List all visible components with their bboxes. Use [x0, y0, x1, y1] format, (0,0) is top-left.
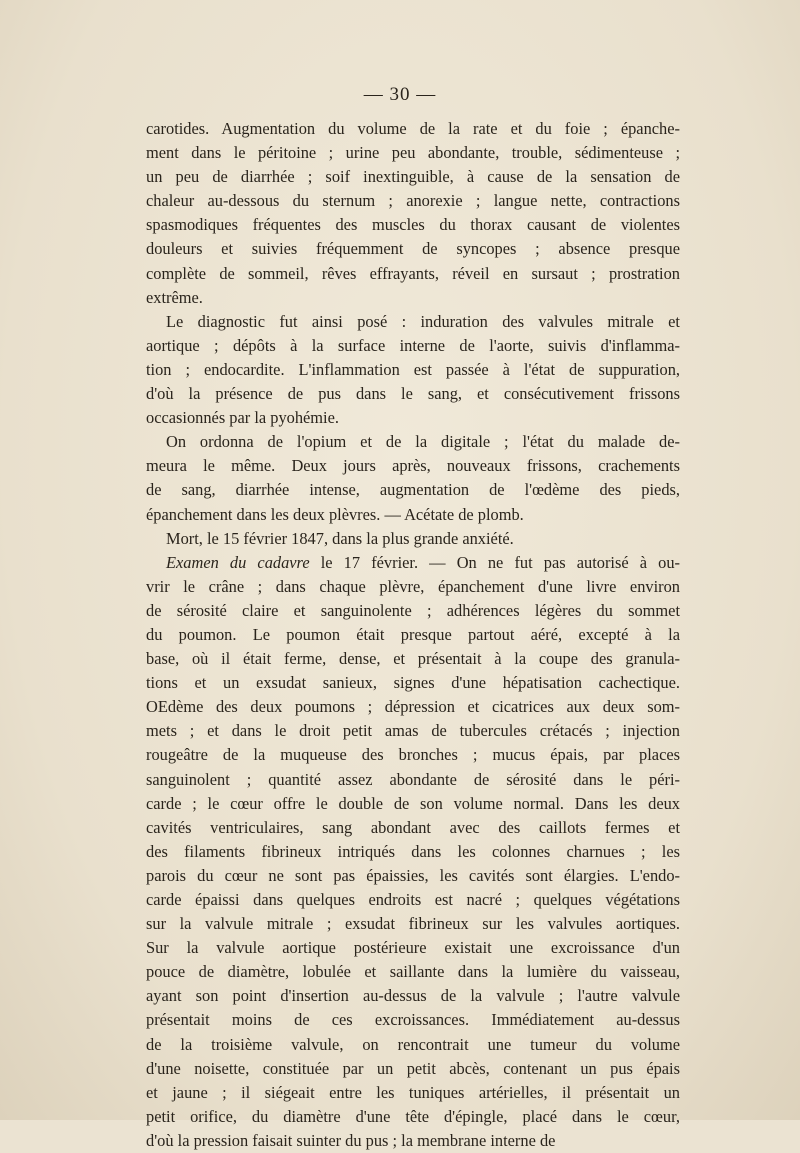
- text-line: du poumon. Le poumon était presque partout aéré, excepté à la: [146, 624, 680, 644]
- text-line: douleurs et suivies fréquemment de syncopes ; absence presque: [146, 239, 680, 259]
- text-line: sur la valvule mitrale ; exsudat fibrineux sur les valvules aortiques.: [146, 914, 680, 934]
- text-line: Sur la valvule aortique postérieure existait une excroissance d'un: [146, 938, 680, 958]
- text-line: On ordonna de l'opium et de la digitale ; l'état du malade de-: [166, 432, 680, 452]
- text-line: OEdème des deux poumons ; dépression et cicatrices aux deux som-: [146, 697, 680, 717]
- page-number: — 30 —: [363, 84, 437, 105]
- body-text: [146, 117, 680, 1153]
- text-line: carde ; le cœur offre le double de son volume normal. Dans les deux: [146, 793, 680, 813]
- text-line: cavités ventriculaires, sang abondant avec des caillots fermes et: [146, 817, 680, 837]
- paragraph: [146, 551, 680, 1153]
- text-line: chaleur au-dessous du sternum ; anorexie ; langue nette, contractions: [146, 191, 680, 211]
- text-line: de la troisième valvule, on rencontrait une tumeur du volume: [146, 1034, 680, 1054]
- paragraph: [146, 527, 680, 551]
- text-line: aortique ; dépôts à la surface interne de l'aorte, suivis d'inflamma-: [146, 335, 680, 355]
- text-line: d'où la pression faisait suinter du pus ; la membrane interne de: [146, 1130, 556, 1150]
- text-line: extrême.: [146, 287, 203, 307]
- text-line: un peu de diarrhée ; soif inextinguible, à cause de la sensation de: [146, 167, 680, 187]
- text-line: Le diagnostic fut ainsi posé : induration des valvules mitrale et: [166, 311, 680, 331]
- text-line: spasmodiques fréquentes des muscles du thorax causant de violentes: [146, 215, 680, 235]
- paragraph: [146, 310, 680, 430]
- text-line: tions et un exsudat sanieux, signes d'une hépatisation cachectique.: [146, 673, 680, 693]
- text-line: parois du cœur ne sont pas épaissies, les cavités sont élargies. L'endo-: [146, 865, 680, 885]
- text-line: meura le même. Deux jours après, nouveaux frissons, crachements: [146, 456, 680, 476]
- text-line: vrir le crâne ; dans chaque plèvre, épanchement d'une livre environ: [146, 576, 680, 596]
- paragraph: [146, 430, 680, 526]
- line-text: le 17 février. — On ne fut pas autorisé à ou-: [309, 552, 680, 572]
- text-line: complète de sommeil, rêves effrayants, réveil en sursaut ; prostration: [146, 263, 680, 283]
- text-line: de sérosité claire et sanguinolente ; adhérences légères du sommet: [146, 600, 680, 620]
- text-line: présentait moins de ces excroissances. Immédiatement au-dessus: [146, 1010, 680, 1030]
- text-line: pouce de diamètre, lobulée et saillante dans la lumière du vaisseau,: [146, 962, 680, 982]
- text-line: mets ; et dans le droit petit amas de tubercules crétacés ; injection: [146, 721, 680, 741]
- text-line: occasionnés par la pyohémie.: [146, 408, 339, 428]
- paragraph: [146, 117, 680, 310]
- text-line: base, où il était ferme, dense, et présentait à la coupe des granula-: [146, 649, 680, 669]
- text-line: carotides. Augmentation du volume de la rate et du foie ; épanche-: [146, 119, 680, 138]
- text-line: épanchement dans les deux plèvres. — Acétate de plomb.: [146, 504, 524, 524]
- text-line: et jaune ; il siégeait entre les tuniques artérielles, il présentait un: [146, 1082, 680, 1102]
- text-line: d'une noisette, constituée par un petit abcès, contenant un pus épais: [146, 1058, 680, 1078]
- text-line: rougeâtre de la muqueuse des bronches ; mucus épais, par places: [146, 745, 680, 765]
- text-line: tion ; endocardite. L'inflammation est passée à l'état de suppuration,: [146, 359, 680, 379]
- text-line: petit orifice, du diamètre d'une tête d'épingle, placé dans le cœur,: [146, 1106, 680, 1126]
- text-line: ayant son point d'insertion au-dessus de la valvule ; l'autre valvule: [146, 986, 680, 1006]
- text-line: [146, 551, 680, 575]
- text-line: sanguinolent ; quantité assez abondante de sérosité dans le péri-: [146, 769, 680, 789]
- text-line: Mort, le 15 février 1847, dans la plus grande anxiété.: [166, 528, 514, 548]
- text-line: carde épaissi dans quelques endroits est nacré ; quelques végétations: [146, 890, 680, 909]
- italic-heading: Examen du cadavre: [166, 552, 310, 572]
- text-line: de sang, diarrhée intense, augmentation de l'œdème des pieds,: [146, 480, 680, 500]
- text-line: d'où la présence de pus dans le sang, et consécutivement frissons: [146, 384, 680, 404]
- text-line: des filaments fibrineux intriqués dans les colonnes charnues ; les: [146, 841, 680, 861]
- text-line: ment dans le péritoine ; urine peu abondante, trouble, sédimenteuse ;: [146, 143, 680, 163]
